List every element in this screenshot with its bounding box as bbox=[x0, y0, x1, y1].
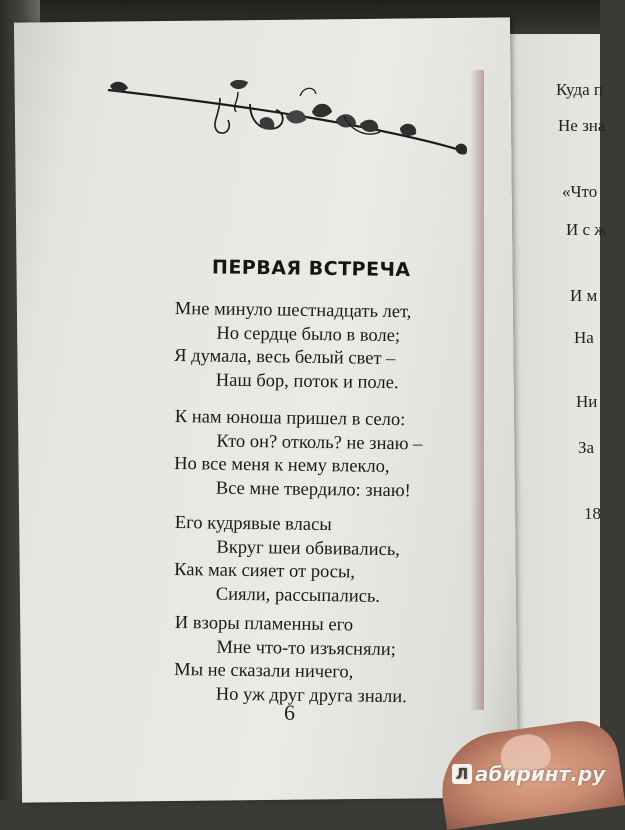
poem-line: К нам юноша пришел в село: bbox=[174, 406, 406, 431]
poem-line: И взоры пламенны его bbox=[174, 612, 354, 636]
poem-line: Мне минуло шестнадцать лет, bbox=[174, 298, 412, 323]
poem-line: Мне что-то изъясняли; bbox=[216, 637, 396, 660]
poem-line: Все мне твердило: знаю! bbox=[215, 478, 411, 501]
right-fragment: На bbox=[574, 328, 594, 347]
right-fragment: И с ж bbox=[566, 220, 607, 239]
poem-line: Как мак сияет от росы, bbox=[174, 559, 356, 583]
right-fragment: Не зна bbox=[558, 116, 606, 135]
labirint-logo-icon: Л bbox=[452, 764, 472, 784]
page-number: 6 bbox=[284, 700, 295, 725]
poem-line: Сияли, рассыпались. bbox=[215, 584, 381, 607]
poem-line: Но сердце было в воле; bbox=[216, 323, 401, 346]
poem-line: Вкруг шеи обвивались, bbox=[216, 537, 400, 560]
right-page-text-fragments bbox=[552, 70, 607, 530]
right-fragment: Ни bbox=[576, 392, 598, 411]
right-fragment: Куда п bbox=[556, 80, 604, 99]
right-fragment: И м bbox=[570, 286, 598, 305]
right-fragment: За bbox=[578, 438, 595, 457]
stanza-4 bbox=[174, 612, 475, 710]
right-fragment: 18 bbox=[584, 504, 601, 523]
poem-line: Но все меня к нему влекло, bbox=[174, 453, 390, 478]
stanza-2 bbox=[174, 406, 475, 504]
poem-line: Его кудрявые власы bbox=[174, 512, 332, 536]
stanza-1 bbox=[174, 298, 475, 396]
poem-line: Я думала, весь белый свет – bbox=[174, 345, 396, 370]
watermark bbox=[452, 762, 605, 786]
right-fragment: «Что bbox=[562, 182, 598, 201]
stanza-3 bbox=[174, 512, 475, 610]
poem-line: Кто он? отколь? не знаю – bbox=[216, 431, 423, 454]
poem-line: Но уж друг друга знали. bbox=[215, 684, 407, 707]
watermark-text: абиринт.ру bbox=[475, 762, 606, 786]
poem-line: Наш бор, поток и поле. bbox=[215, 370, 399, 393]
poem-line: Мы не сказали ничего, bbox=[174, 659, 354, 683]
poem-title: ПЕРВАЯ ВСТРЕЧА bbox=[211, 256, 411, 282]
vine-ornament-icon bbox=[100, 76, 470, 166]
